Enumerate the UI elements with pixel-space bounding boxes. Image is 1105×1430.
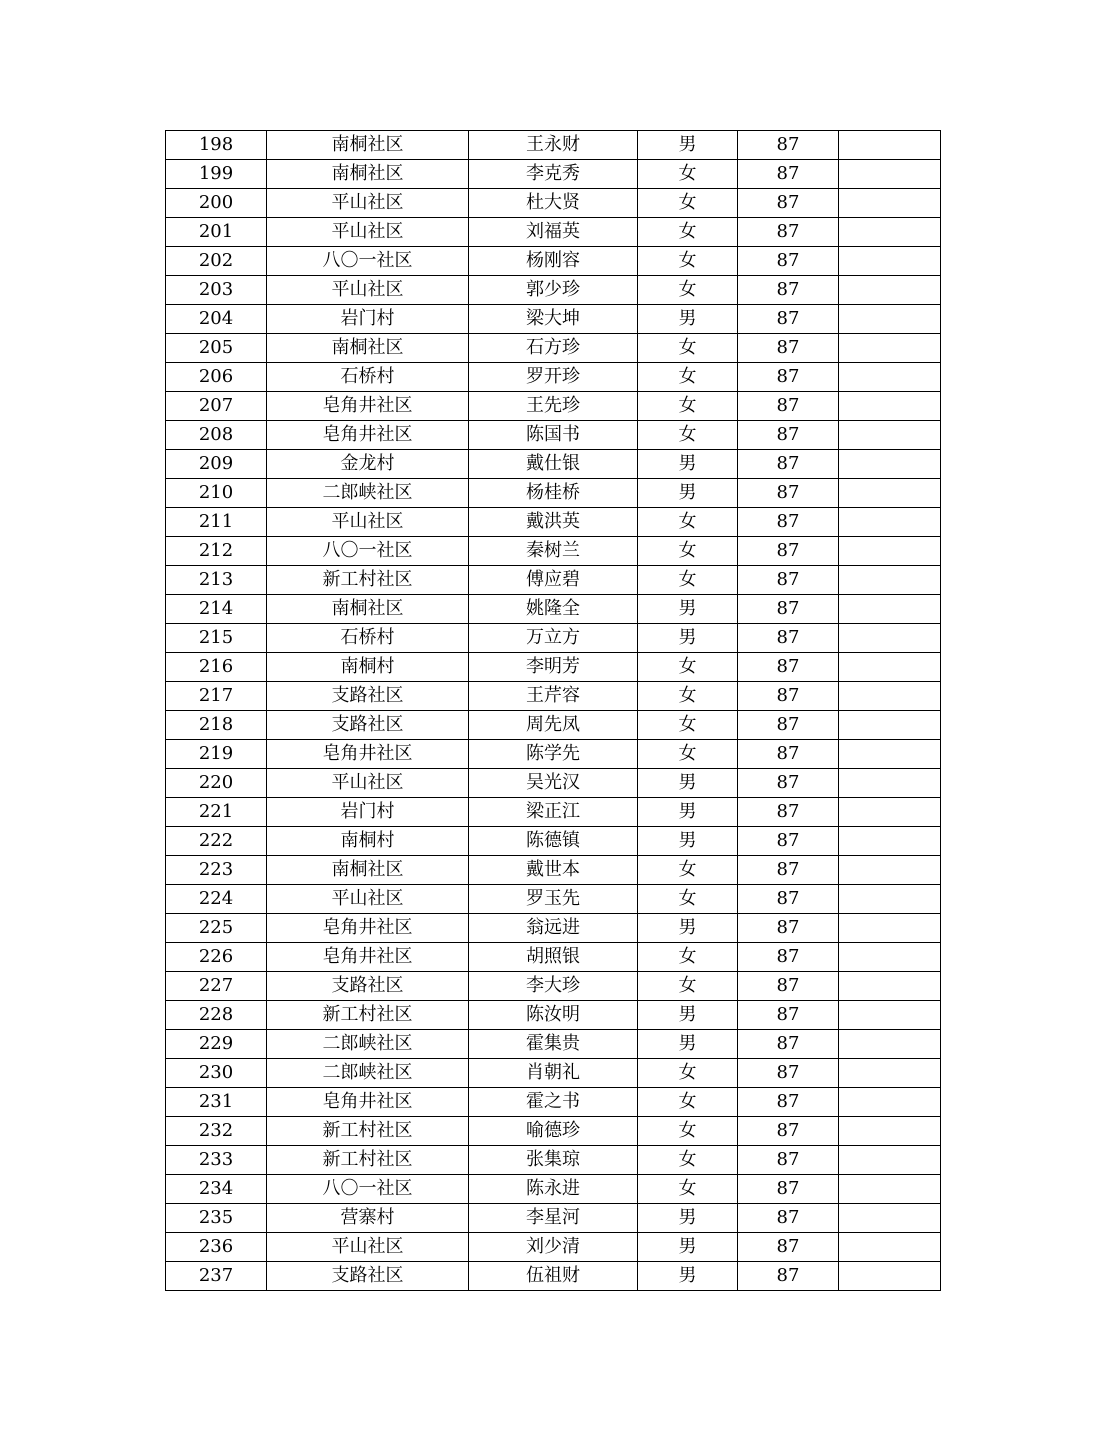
age-cell: 87 [738, 160, 839, 189]
table-row [166, 421, 941, 450]
gender-cell: 女 [638, 1117, 738, 1146]
table-row [166, 914, 941, 943]
name-cell: 梁正江 [469, 798, 638, 827]
remark-cell [839, 653, 941, 682]
age-cell: 87 [738, 827, 839, 856]
community-cell: 南桐社区 [267, 334, 469, 363]
name-cell: 李明芳 [469, 653, 638, 682]
remark-cell [839, 740, 941, 769]
gender-cell: 男 [638, 624, 738, 653]
row-number-cell: 224 [166, 885, 267, 914]
name-cell: 杜大贤 [469, 189, 638, 218]
row-number-cell: 209 [166, 450, 267, 479]
name-cell: 喻德珍 [469, 1117, 638, 1146]
name-cell: 陈德镇 [469, 827, 638, 856]
table-row [166, 1059, 941, 1088]
table-row [166, 595, 941, 624]
remark-cell [839, 334, 941, 363]
table-row [166, 769, 941, 798]
gender-cell: 女 [638, 682, 738, 711]
gender-cell: 女 [638, 537, 738, 566]
community-cell: 南桐社区 [267, 160, 469, 189]
table-row [166, 305, 941, 334]
community-cell: 南桐村 [267, 653, 469, 682]
table-row [166, 1233, 941, 1262]
name-cell: 秦树兰 [469, 537, 638, 566]
community-cell: 南桐社区 [267, 131, 469, 160]
remark-cell [839, 1117, 941, 1146]
row-number-cell: 213 [166, 566, 267, 595]
remark-cell [839, 769, 941, 798]
gender-cell: 男 [638, 1030, 738, 1059]
name-cell: 翁远进 [469, 914, 638, 943]
community-cell: 皂角井社区 [267, 943, 469, 972]
row-number-cell: 236 [166, 1233, 267, 1262]
remark-cell [839, 131, 941, 160]
remark-cell [839, 566, 941, 595]
community-cell: 平山社区 [267, 769, 469, 798]
community-cell: 金龙村 [267, 450, 469, 479]
table-row [166, 247, 941, 276]
table-row [166, 479, 941, 508]
remark-cell [839, 595, 941, 624]
age-cell: 87 [738, 798, 839, 827]
row-number-cell: 223 [166, 856, 267, 885]
age-cell: 87 [738, 1001, 839, 1030]
community-cell: 石桥村 [267, 363, 469, 392]
table-row [166, 1175, 941, 1204]
name-cell: 梁大坤 [469, 305, 638, 334]
table-row [166, 160, 941, 189]
remark-cell [839, 624, 941, 653]
name-cell: 张集琼 [469, 1146, 638, 1175]
name-cell: 陈永进 [469, 1175, 638, 1204]
gender-cell: 女 [638, 421, 738, 450]
age-cell: 87 [738, 943, 839, 972]
age-cell: 87 [738, 508, 839, 537]
remark-cell [839, 682, 941, 711]
row-number-cell: 212 [166, 537, 267, 566]
name-cell: 王先珍 [469, 392, 638, 421]
remark-cell [839, 276, 941, 305]
remark-cell [839, 508, 941, 537]
age-cell: 87 [738, 595, 839, 624]
remark-cell [839, 1088, 941, 1117]
community-cell: 平山社区 [267, 1233, 469, 1262]
name-cell: 霍集贵 [469, 1030, 638, 1059]
name-cell: 戴洪英 [469, 508, 638, 537]
age-cell: 87 [738, 131, 839, 160]
age-cell: 87 [738, 537, 839, 566]
age-cell: 87 [738, 711, 839, 740]
remark-cell [839, 856, 941, 885]
table-row [166, 189, 941, 218]
age-cell: 87 [738, 1204, 839, 1233]
remark-cell [839, 421, 941, 450]
remark-cell [839, 711, 941, 740]
name-cell: 周先凤 [469, 711, 638, 740]
remark-cell [839, 1233, 941, 1262]
age-cell: 87 [738, 305, 839, 334]
remark-cell [839, 479, 941, 508]
row-number-cell: 222 [166, 827, 267, 856]
table-row [166, 972, 941, 1001]
gender-cell: 男 [638, 595, 738, 624]
community-cell: 八〇一社区 [267, 1175, 469, 1204]
row-number-cell: 198 [166, 131, 267, 160]
row-number-cell: 204 [166, 305, 267, 334]
gender-cell: 女 [638, 740, 738, 769]
row-number-cell: 219 [166, 740, 267, 769]
gender-cell: 女 [638, 334, 738, 363]
community-cell: 岩门村 [267, 305, 469, 334]
gender-cell: 男 [638, 450, 738, 479]
remark-cell [839, 798, 941, 827]
gender-cell: 女 [638, 1059, 738, 1088]
table-row [166, 1001, 941, 1030]
row-number-cell: 205 [166, 334, 267, 363]
table-row [166, 450, 941, 479]
row-number-cell: 211 [166, 508, 267, 537]
gender-cell: 女 [638, 218, 738, 247]
gender-cell: 男 [638, 827, 738, 856]
name-cell: 罗开珍 [469, 363, 638, 392]
table-row [166, 508, 941, 537]
remark-cell [839, 972, 941, 1001]
gender-cell: 女 [638, 189, 738, 218]
community-cell: 支路社区 [267, 1262, 469, 1291]
age-cell: 87 [738, 885, 839, 914]
name-cell: 李大珍 [469, 972, 638, 1001]
table-row [166, 566, 941, 595]
community-cell: 南桐社区 [267, 856, 469, 885]
roster-table-body [166, 131, 941, 1291]
gender-cell: 女 [638, 856, 738, 885]
gender-cell: 男 [638, 1001, 738, 1030]
gender-cell: 男 [638, 1262, 738, 1291]
name-cell: 李克秀 [469, 160, 638, 189]
community-cell: 八〇一社区 [267, 537, 469, 566]
age-cell: 87 [738, 1262, 839, 1291]
table-row [166, 827, 941, 856]
gender-cell: 男 [638, 798, 738, 827]
community-cell: 平山社区 [267, 189, 469, 218]
age-cell: 87 [738, 363, 839, 392]
gender-cell: 女 [638, 943, 738, 972]
age-cell: 87 [738, 972, 839, 1001]
name-cell: 刘少清 [469, 1233, 638, 1262]
gender-cell: 男 [638, 131, 738, 160]
remark-cell [839, 1146, 941, 1175]
remark-cell [839, 363, 941, 392]
community-cell: 皂角井社区 [267, 392, 469, 421]
remark-cell [839, 885, 941, 914]
row-number-cell: 228 [166, 1001, 267, 1030]
community-cell: 平山社区 [267, 508, 469, 537]
table-row [166, 334, 941, 363]
age-cell: 87 [738, 189, 839, 218]
gender-cell: 女 [638, 247, 738, 276]
row-number-cell: 235 [166, 1204, 267, 1233]
age-cell: 87 [738, 566, 839, 595]
community-cell: 新工村社区 [267, 1146, 469, 1175]
row-number-cell: 231 [166, 1088, 267, 1117]
table-row [166, 624, 941, 653]
table-row [166, 1117, 941, 1146]
gender-cell: 女 [638, 276, 738, 305]
age-cell: 87 [738, 450, 839, 479]
table-row [166, 1088, 941, 1117]
name-cell: 戴仕银 [469, 450, 638, 479]
name-cell: 万立方 [469, 624, 638, 653]
remark-cell [839, 1030, 941, 1059]
name-cell: 陈汝明 [469, 1001, 638, 1030]
gender-cell: 女 [638, 160, 738, 189]
remark-cell [839, 943, 941, 972]
name-cell: 陈国书 [469, 421, 638, 450]
row-number-cell: 218 [166, 711, 267, 740]
row-number-cell: 220 [166, 769, 267, 798]
name-cell: 姚隆全 [469, 595, 638, 624]
row-number-cell: 200 [166, 189, 267, 218]
remark-cell [839, 392, 941, 421]
remark-cell [839, 1175, 941, 1204]
name-cell: 杨刚容 [469, 247, 638, 276]
name-cell: 胡照银 [469, 943, 638, 972]
table-row [166, 218, 941, 247]
remark-cell [839, 1001, 941, 1030]
table-row [166, 1146, 941, 1175]
community-cell: 新工村社区 [267, 1001, 469, 1030]
gender-cell: 女 [638, 508, 738, 537]
remark-cell [839, 537, 941, 566]
gender-cell: 男 [638, 914, 738, 943]
gender-cell: 女 [638, 1175, 738, 1204]
age-cell: 87 [738, 276, 839, 305]
gender-cell: 男 [638, 1204, 738, 1233]
remark-cell [839, 1262, 941, 1291]
table-row [166, 1204, 941, 1233]
name-cell: 戴世本 [469, 856, 638, 885]
age-cell: 87 [738, 1088, 839, 1117]
age-cell: 87 [738, 218, 839, 247]
row-number-cell: 237 [166, 1262, 267, 1291]
gender-cell: 女 [638, 653, 738, 682]
table-row [166, 276, 941, 305]
remark-cell [839, 450, 941, 479]
community-cell: 支路社区 [267, 972, 469, 1001]
name-cell: 陈学先 [469, 740, 638, 769]
community-cell: 支路社区 [267, 711, 469, 740]
community-cell: 石桥村 [267, 624, 469, 653]
gender-cell: 女 [638, 711, 738, 740]
age-cell: 87 [738, 856, 839, 885]
row-number-cell: 233 [166, 1146, 267, 1175]
row-number-cell: 227 [166, 972, 267, 1001]
table-row [166, 798, 941, 827]
age-cell: 87 [738, 247, 839, 276]
community-cell: 平山社区 [267, 885, 469, 914]
row-number-cell: 225 [166, 914, 267, 943]
table-row [166, 131, 941, 160]
row-number-cell: 215 [166, 624, 267, 653]
community-cell: 皂角井社区 [267, 740, 469, 769]
remark-cell [839, 914, 941, 943]
age-cell: 87 [738, 1233, 839, 1262]
age-cell: 87 [738, 1146, 839, 1175]
remark-cell [839, 827, 941, 856]
name-cell: 王芹容 [469, 682, 638, 711]
community-cell: 新工村社区 [267, 566, 469, 595]
row-number-cell: 210 [166, 479, 267, 508]
age-cell: 87 [738, 682, 839, 711]
remark-cell [839, 1204, 941, 1233]
table-row [166, 740, 941, 769]
row-number-cell: 207 [166, 392, 267, 421]
name-cell: 伍祖财 [469, 1262, 638, 1291]
community-cell: 皂角井社区 [267, 1088, 469, 1117]
age-cell: 87 [738, 740, 839, 769]
row-number-cell: 208 [166, 421, 267, 450]
community-cell: 南桐社区 [267, 595, 469, 624]
remark-cell [839, 1059, 941, 1088]
gender-cell: 女 [638, 566, 738, 595]
name-cell: 罗玉先 [469, 885, 638, 914]
gender-cell: 女 [638, 1146, 738, 1175]
table-row [166, 1262, 941, 1291]
remark-cell [839, 160, 941, 189]
row-number-cell: 206 [166, 363, 267, 392]
row-number-cell: 202 [166, 247, 267, 276]
age-cell: 87 [738, 334, 839, 363]
age-cell: 87 [738, 1175, 839, 1204]
name-cell: 傅应碧 [469, 566, 638, 595]
remark-cell [839, 218, 941, 247]
row-number-cell: 221 [166, 798, 267, 827]
community-cell: 南桐村 [267, 827, 469, 856]
row-number-cell: 226 [166, 943, 267, 972]
name-cell: 杨桂桥 [469, 479, 638, 508]
name-cell: 肖朝礼 [469, 1059, 638, 1088]
table-row [166, 885, 941, 914]
row-number-cell: 217 [166, 682, 267, 711]
community-cell: 二郎峡社区 [267, 1030, 469, 1059]
row-number-cell: 201 [166, 218, 267, 247]
table-row [166, 1030, 941, 1059]
age-cell: 87 [738, 1117, 839, 1146]
community-cell: 皂角井社区 [267, 914, 469, 943]
name-cell: 李星河 [469, 1204, 638, 1233]
row-number-cell: 214 [166, 595, 267, 624]
table-row [166, 856, 941, 885]
table-row [166, 711, 941, 740]
table-row [166, 537, 941, 566]
name-cell: 吴光汉 [469, 769, 638, 798]
row-number-cell: 199 [166, 160, 267, 189]
remark-cell [839, 305, 941, 334]
gender-cell: 男 [638, 1233, 738, 1262]
name-cell: 石方珍 [469, 334, 638, 363]
table-row [166, 943, 941, 972]
community-cell: 二郎峡社区 [267, 479, 469, 508]
gender-cell: 女 [638, 392, 738, 421]
age-cell: 87 [738, 421, 839, 450]
name-cell: 王永财 [469, 131, 638, 160]
name-cell: 郭少珍 [469, 276, 638, 305]
community-cell: 平山社区 [267, 218, 469, 247]
age-cell: 87 [738, 624, 839, 653]
roster-table [165, 130, 941, 1291]
gender-cell: 女 [638, 885, 738, 914]
gender-cell: 女 [638, 363, 738, 392]
table-row [166, 682, 941, 711]
community-cell: 八〇一社区 [267, 247, 469, 276]
age-cell: 87 [738, 1030, 839, 1059]
row-number-cell: 232 [166, 1117, 267, 1146]
table-row [166, 392, 941, 421]
name-cell: 霍之书 [469, 1088, 638, 1117]
community-cell: 营寨村 [267, 1204, 469, 1233]
remark-cell [839, 247, 941, 276]
table-row [166, 653, 941, 682]
row-number-cell: 229 [166, 1030, 267, 1059]
community-cell: 二郎峡社区 [267, 1059, 469, 1088]
row-number-cell: 230 [166, 1059, 267, 1088]
name-cell: 刘福英 [469, 218, 638, 247]
age-cell: 87 [738, 392, 839, 421]
table-row [166, 363, 941, 392]
gender-cell: 男 [638, 769, 738, 798]
row-number-cell: 203 [166, 276, 267, 305]
gender-cell: 男 [638, 479, 738, 508]
remark-cell [839, 189, 941, 218]
community-cell: 皂角井社区 [267, 421, 469, 450]
age-cell: 87 [738, 479, 839, 508]
age-cell: 87 [738, 1059, 839, 1088]
gender-cell: 男 [638, 305, 738, 334]
community-cell: 新工村社区 [267, 1117, 469, 1146]
row-number-cell: 216 [166, 653, 267, 682]
community-cell: 平山社区 [267, 276, 469, 305]
age-cell: 87 [738, 653, 839, 682]
age-cell: 87 [738, 914, 839, 943]
community-cell: 支路社区 [267, 682, 469, 711]
row-number-cell: 234 [166, 1175, 267, 1204]
age-cell: 87 [738, 769, 839, 798]
community-cell: 岩门村 [267, 798, 469, 827]
gender-cell: 女 [638, 972, 738, 1001]
gender-cell: 女 [638, 1088, 738, 1117]
